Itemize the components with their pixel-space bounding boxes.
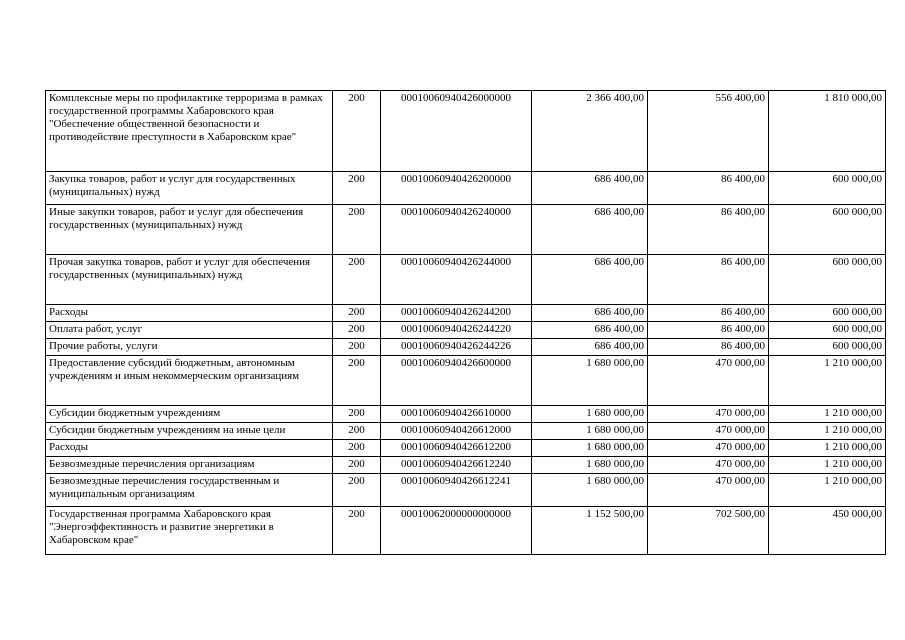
cell-name: Безвозмездные перечисления организациям: [46, 457, 333, 474]
cell-amount-1: 1 680 000,00: [532, 440, 648, 457]
cell-line-code: 200: [333, 423, 381, 440]
cell-classification-code: 00010060940426612200: [381, 440, 532, 457]
cell-amount-1: 1 680 000,00: [532, 356, 648, 406]
cell-amount-2: 470 000,00: [648, 440, 769, 457]
cell-amount-1: 1 680 000,00: [532, 406, 648, 423]
cell-amount-3: 1 810 000,00: [769, 91, 886, 172]
cell-amount-1: 686 400,00: [532, 305, 648, 322]
cell-amount-1: 1 680 000,00: [532, 474, 648, 507]
budget-table: [45, 90, 886, 555]
cell-name: Субсидии бюджетным учреждениям на иные цели: [46, 423, 333, 440]
cell-amount-2: 470 000,00: [648, 406, 769, 423]
cell-amount-2: 86 400,00: [648, 255, 769, 305]
cell-amount-1: 2 366 400,00: [532, 91, 648, 172]
cell-line-code: 200: [333, 322, 381, 339]
cell-line-code: 200: [333, 457, 381, 474]
cell-amount-3: 600 000,00: [769, 305, 886, 322]
cell-classification-code: 00010060940426244226: [381, 339, 532, 356]
cell-classification-code: 00010060940426000000: [381, 91, 532, 172]
cell-name: Расходы: [46, 440, 333, 457]
cell-amount-3: 600 000,00: [769, 339, 886, 356]
cell-amount-2: 470 000,00: [648, 457, 769, 474]
cell-classification-code: 00010060940426612241: [381, 474, 532, 507]
cell-name: Оплата работ, услуг: [46, 322, 333, 339]
cell-name: Субсидии бюджетным учреждениям: [46, 406, 333, 423]
cell-name: Прочие работы, услуги: [46, 339, 333, 356]
table-row: [46, 205, 886, 255]
cell-line-code: 200: [333, 172, 381, 205]
cell-amount-3: 600 000,00: [769, 322, 886, 339]
cell-amount-2: 86 400,00: [648, 205, 769, 255]
cell-classification-code: 00010062000000000000: [381, 507, 532, 555]
cell-classification-code: 00010060940426610000: [381, 406, 532, 423]
cell-amount-1: 686 400,00: [532, 172, 648, 205]
cell-classification-code: 00010060940426600000: [381, 356, 532, 406]
cell-amount-1: 1 152 500,00: [532, 507, 648, 555]
cell-amount-2: 470 000,00: [648, 423, 769, 440]
cell-amount-2: 470 000,00: [648, 356, 769, 406]
table-row: [46, 474, 886, 507]
cell-amount-3: 1 210 000,00: [769, 356, 886, 406]
cell-name: Закупка товаров, работ и услуг для государственных (муниципальных) нужд: [46, 172, 333, 205]
cell-amount-3: 600 000,00: [769, 205, 886, 255]
table-row: [46, 440, 886, 457]
cell-name: Предоставление субсидий бюджетным, автономным учреждениям и иным некоммерческим организациям: [46, 356, 333, 406]
cell-amount-2: 86 400,00: [648, 339, 769, 356]
cell-amount-3: 600 000,00: [769, 255, 886, 305]
table-row: [46, 255, 886, 305]
cell-amount-1: 1 680 000,00: [532, 457, 648, 474]
cell-amount-3: 1 210 000,00: [769, 440, 886, 457]
cell-classification-code: 00010060940426612000: [381, 423, 532, 440]
cell-line-code: 200: [333, 305, 381, 322]
cell-amount-1: 686 400,00: [532, 205, 648, 255]
cell-line-code: 200: [333, 91, 381, 172]
cell-name: Иные закупки товаров, работ и услуг для обеспечения государственных (муниципальных) нужд: [46, 205, 333, 255]
cell-amount-1: 686 400,00: [532, 339, 648, 356]
cell-classification-code: 00010060940426244220: [381, 322, 532, 339]
cell-classification-code: 00010060940426240000: [381, 205, 532, 255]
cell-line-code: 200: [333, 406, 381, 423]
cell-amount-3: 1 210 000,00: [769, 474, 886, 507]
table-row: [46, 457, 886, 474]
table-row: [46, 406, 886, 423]
cell-classification-code: 00010060940426200000: [381, 172, 532, 205]
cell-line-code: 200: [333, 356, 381, 406]
budget-table-body: [46, 91, 886, 555]
cell-line-code: 200: [333, 205, 381, 255]
cell-classification-code: 00010060940426612240: [381, 457, 532, 474]
cell-amount-3: 1 210 000,00: [769, 423, 886, 440]
cell-classification-code: 00010060940426244200: [381, 305, 532, 322]
table-row: [46, 322, 886, 339]
cell-amount-1: 1 680 000,00: [532, 423, 648, 440]
cell-name: Расходы: [46, 305, 333, 322]
cell-line-code: 200: [333, 474, 381, 507]
cell-amount-3: 1 210 000,00: [769, 457, 886, 474]
cell-line-code: 200: [333, 255, 381, 305]
cell-line-code: 200: [333, 339, 381, 356]
cell-classification-code: 00010060940426244000: [381, 255, 532, 305]
cell-amount-2: 556 400,00: [648, 91, 769, 172]
table-row: [46, 356, 886, 406]
cell-amount-3: 600 000,00: [769, 172, 886, 205]
cell-name: Безвозмездные перечисления государственным и муниципальным организациям: [46, 474, 333, 507]
cell-line-code: 200: [333, 507, 381, 555]
cell-amount-2: 86 400,00: [648, 172, 769, 205]
table-row: [46, 423, 886, 440]
table-row: [46, 91, 886, 172]
cell-amount-2: 470 000,00: [648, 474, 769, 507]
cell-amount-3: 1 210 000,00: [769, 406, 886, 423]
table-row: [46, 507, 886, 555]
table-row: [46, 339, 886, 356]
cell-amount-2: 86 400,00: [648, 322, 769, 339]
cell-name: Комплексные меры по профилактике терроризма в рамках государственной программы Хабаровского края "Обеспечение общественной безопасности и противодействие преступности в Хабаровском крае": [46, 91, 333, 172]
cell-name: Государственная программа Хабаровского края "Энергоэффективность и развитие энергетики в Хабаровском крае": [46, 507, 333, 555]
table-row: [46, 172, 886, 205]
cell-amount-2: 702 500,00: [648, 507, 769, 555]
cell-line-code: 200: [333, 440, 381, 457]
cell-amount-1: 686 400,00: [532, 322, 648, 339]
cell-amount-3: 450 000,00: [769, 507, 886, 555]
table-row: [46, 305, 886, 322]
cell-amount-1: 686 400,00: [532, 255, 648, 305]
cell-amount-2: 86 400,00: [648, 305, 769, 322]
cell-name: Прочая закупка товаров, работ и услуг для обеспечения государственных (муниципальных) нужд: [46, 255, 333, 305]
